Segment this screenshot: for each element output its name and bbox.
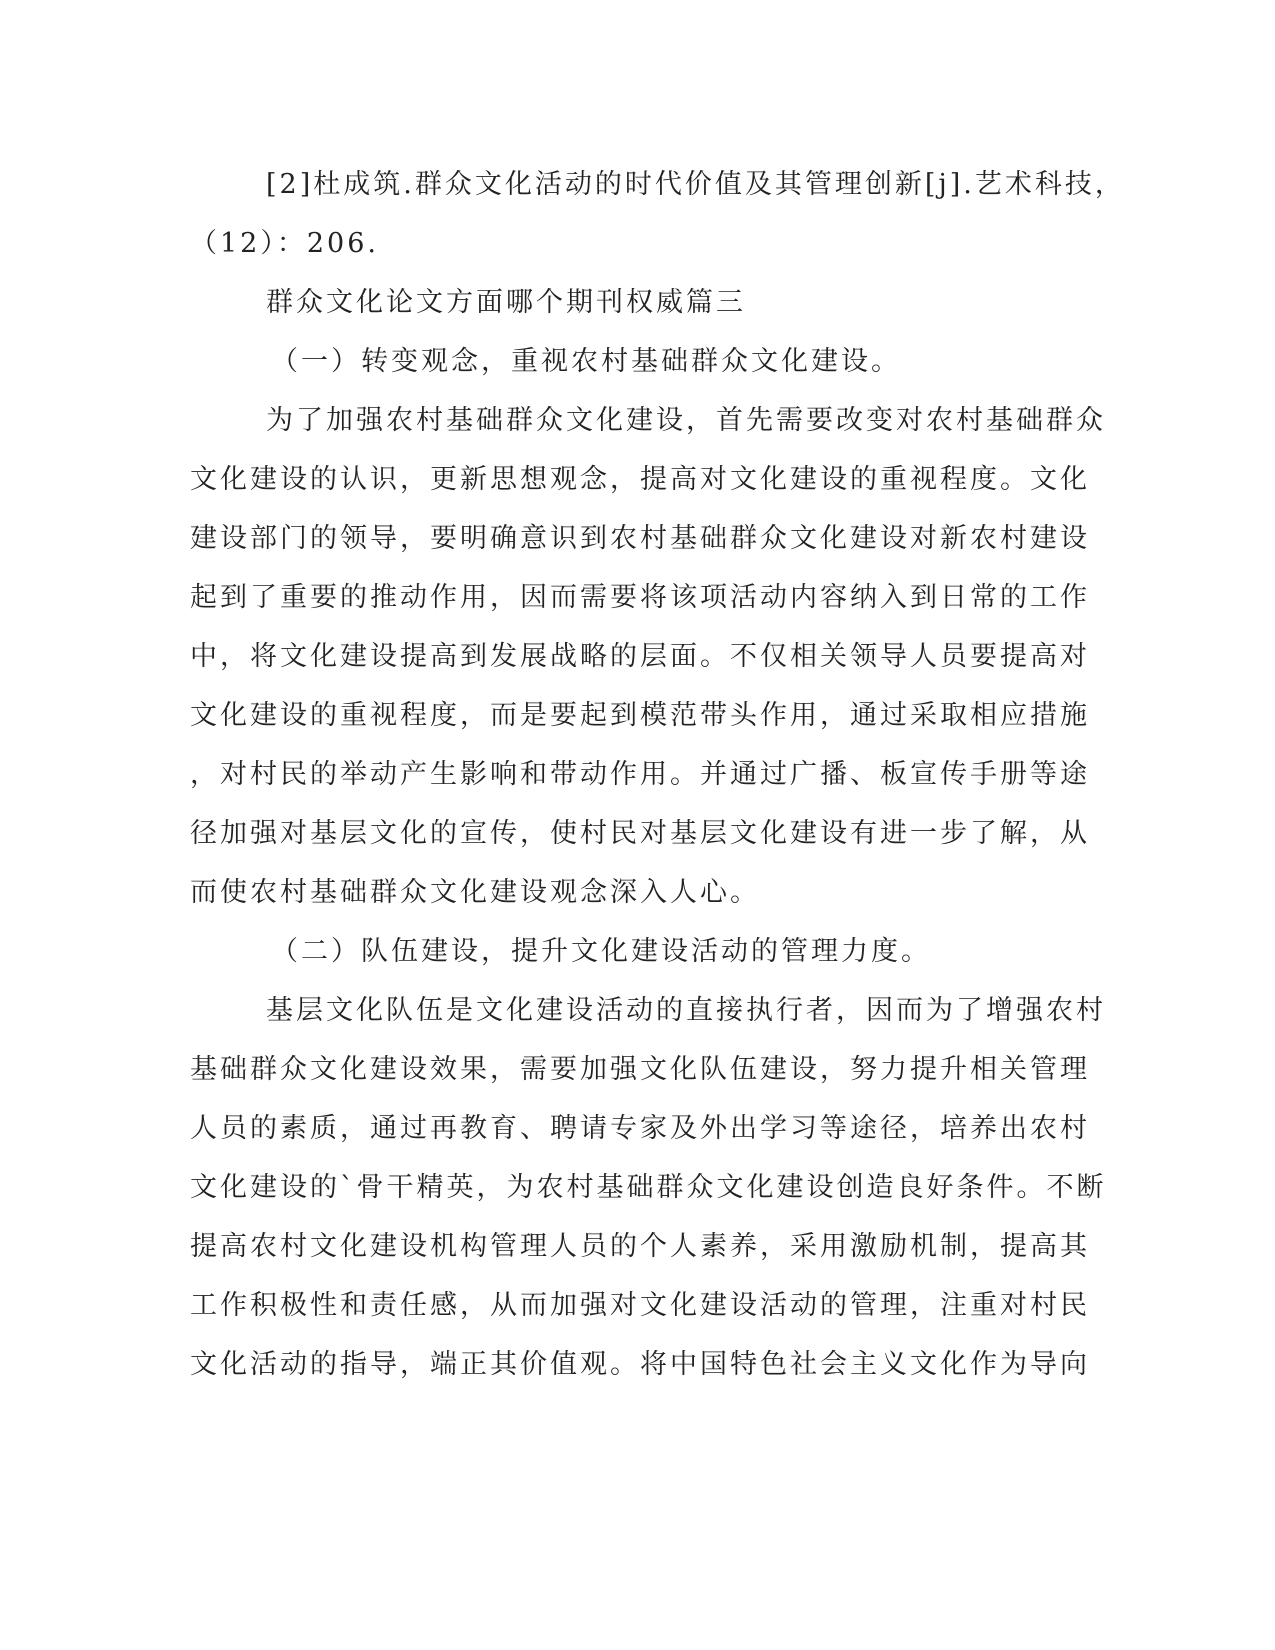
paragraph-line: 径加强对基层文化的宣传，使村民对基层文化建设有进一步了解，从 — [190, 818, 1090, 849]
paragraph-line: 而使农村基础群众文化建设观念深入人心。 — [190, 877, 760, 908]
paragraph-line: 中，将文化建设提高到发展战略的层面。不仅相关领导人员要提高对 — [190, 641, 1090, 672]
paragraph-line: 基础群众文化建设效果，需要加强文化队伍建设，努力提升相关管理 — [190, 1054, 1090, 1085]
reference-line-continued: （12）：206. — [190, 228, 379, 259]
paragraph-line: 文化建设的认识，更新思想观念，提高对文化建设的重视程度。文化 — [190, 464, 1090, 495]
paragraph-line: 文化建设的重视程度，而是要起到模范带头作用，通过采取相应措施 — [190, 700, 1090, 731]
paragraph-line: 起到了重要的推动作用，因而需要将该项活动内容纳入到日常的工作 — [190, 582, 1090, 613]
paragraph-line: ，对村民的举动产生影响和带动作用。并通过广播、板宣传手册等途 — [190, 759, 1090, 790]
reference-line: [2]杜成筑.群众文化活动的时代价值及其管理创新[j].艺术科技， — [266, 169, 1125, 200]
subheading-two: （二）队伍建设，提升文化建设活动的管理力度。 — [271, 936, 931, 967]
paragraph-line: 为了加强农村基础群众文化建设，首先需要改变对农村基础群众 — [266, 405, 1106, 436]
paragraph-line: 文化建设的`骨干精英，为农村基础群众文化建设创造良好条件。不断 — [190, 1172, 1107, 1203]
paragraph-line: 工作积极性和责任感，从而加强对文化建设活动的管理，注重对村民 — [190, 1290, 1090, 1321]
paragraph-line: 基层文化队伍是文化建设活动的直接执行者，因而为了增强农村 — [266, 995, 1106, 1026]
paragraph-line: 建设部门的领导，要明确意识到农村基础群众文化建设对新农村建设 — [190, 523, 1090, 554]
subheading-one: （一）转变观念，重视农村基础群众文化建设。 — [271, 346, 901, 377]
section-title: 群众文化论文方面哪个期刊权威篇三 — [266, 287, 746, 318]
paragraph-line: 提高农村文化建设机构管理人员的个人素养，采用激励机制，提高其 — [190, 1231, 1090, 1262]
paragraph-line: 文化活动的指导，端正其价值观。将中国特色社会主义文化作为导向 — [190, 1349, 1090, 1380]
paragraph-line: 人员的素质，通过再教育、聘请专家及外出学习等途径，培养出农村 — [190, 1113, 1090, 1144]
